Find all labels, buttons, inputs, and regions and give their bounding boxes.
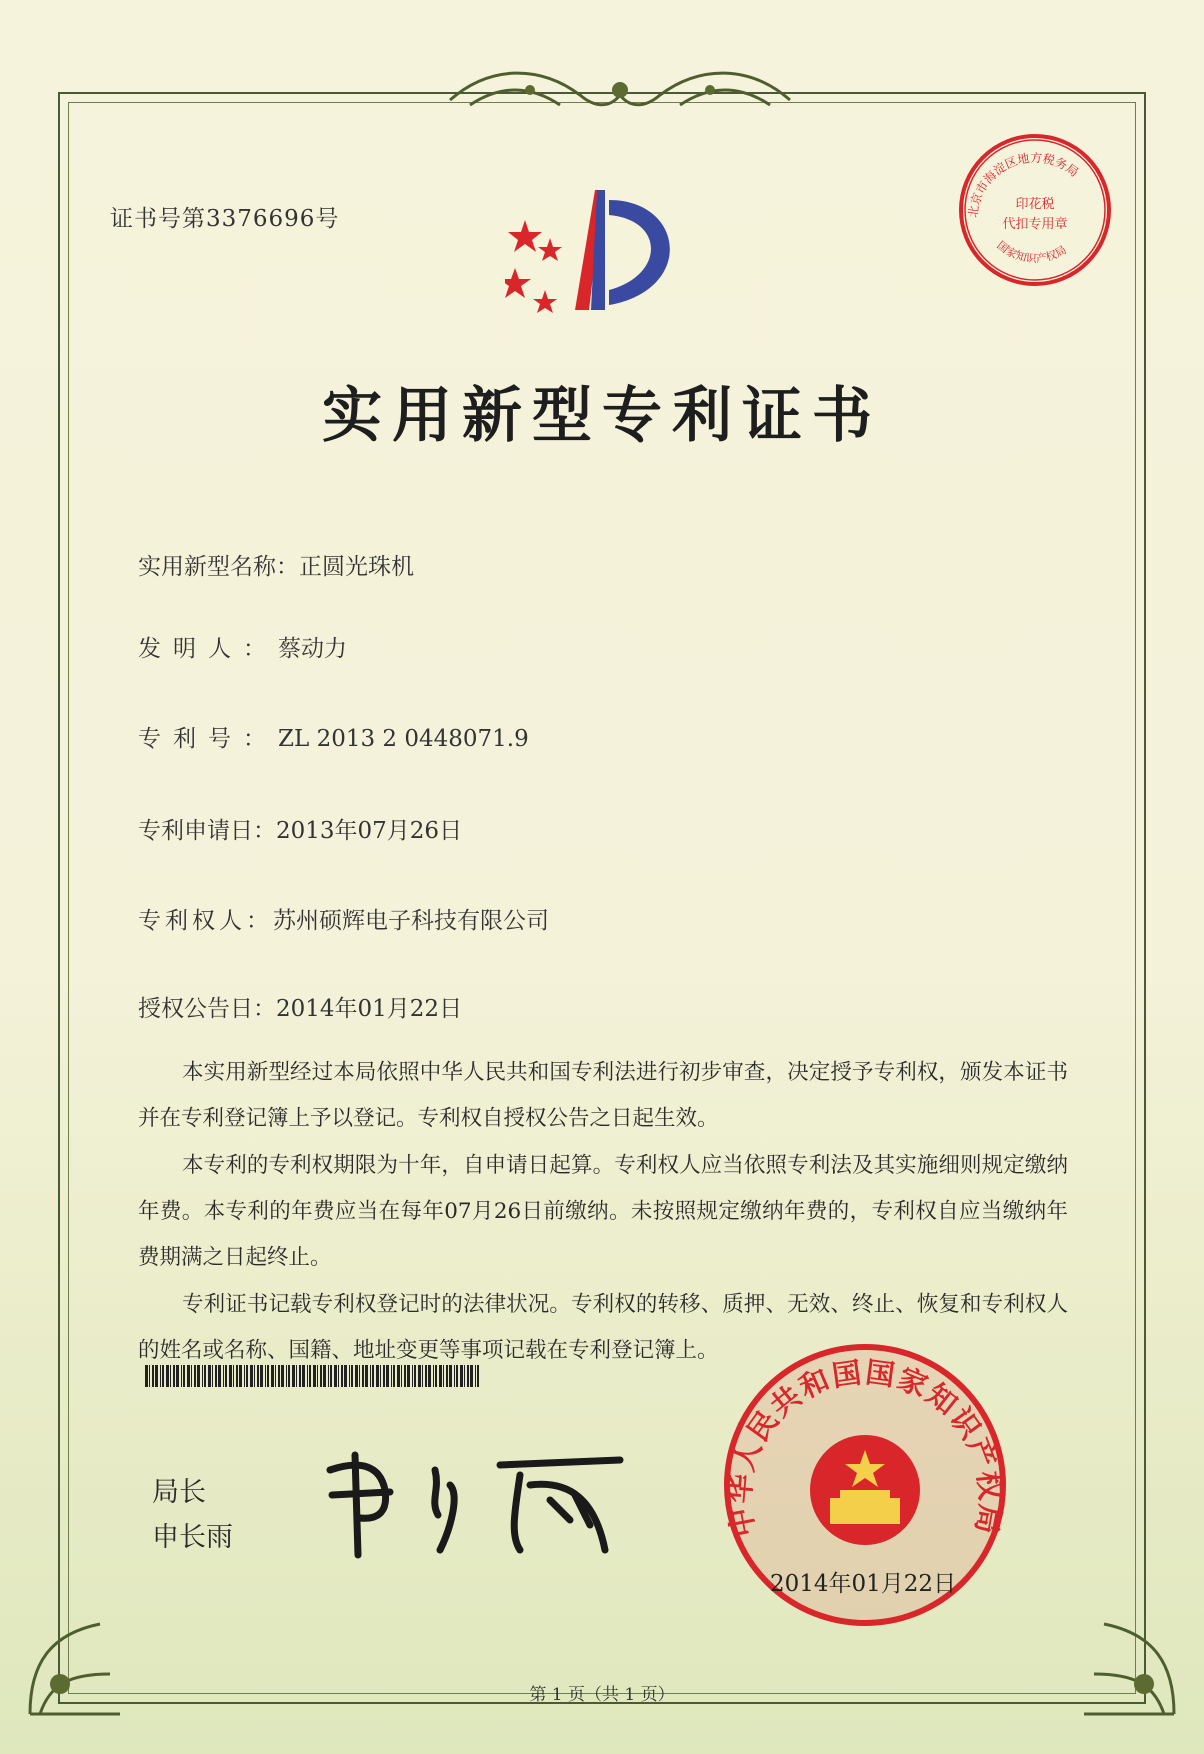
- barcode-bar: [208, 1365, 211, 1387]
- barcode-bar: [433, 1365, 434, 1387]
- barcode-bar: [187, 1365, 190, 1387]
- tax-stamp-center-2: 代扣专用章: [1002, 217, 1068, 232]
- barcode-bar: [225, 1365, 227, 1387]
- body-paragraph-3: 专利证书记载专利权登记时的法律状况。专利权的转移、质押、无效、终止、恢复和专利权人的姓名或名称、国籍、地址变更等事项记载在专利登记簿上。: [138, 1292, 1068, 1363]
- barcode-bar: [470, 1365, 473, 1387]
- barcode-bar: [166, 1365, 169, 1387]
- barcode-bar: [365, 1365, 368, 1387]
- barcode-bar: [428, 1365, 431, 1387]
- barcode-bar: [309, 1365, 311, 1387]
- corner-ornament-right: [1074, 1604, 1184, 1724]
- barcode-bar: [170, 1365, 171, 1387]
- barcode-bar: [296, 1365, 297, 1387]
- barcode-bar: [372, 1365, 374, 1387]
- barcode-bar: [456, 1365, 458, 1387]
- barcode-bar: [435, 1365, 437, 1387]
- barcode-bar: [250, 1365, 253, 1387]
- barcode-bar: [443, 1365, 444, 1387]
- barcode-bar: [265, 1365, 266, 1387]
- barcode-bar: [302, 1365, 305, 1387]
- barcode-bar: [181, 1365, 182, 1387]
- barcode-bar: [359, 1365, 360, 1387]
- barcode-bar: [204, 1365, 206, 1387]
- barcode-bar: [362, 1365, 364, 1387]
- barcode-bar: [464, 1365, 465, 1387]
- barcode-bar: [191, 1365, 192, 1387]
- barcode-bar: [229, 1365, 232, 1387]
- barcode-bar: [223, 1365, 224, 1387]
- barcode-bar: [173, 1365, 175, 1387]
- patent-number-value: ZL 2013 2 0448071.9: [278, 726, 529, 752]
- barcode-bar: [183, 1365, 185, 1387]
- barcode-bar: [155, 1365, 158, 1387]
- barcode-bar: [386, 1365, 389, 1387]
- barcode-bar: [404, 1365, 406, 1387]
- grant-date: [138, 990, 462, 1023]
- tax-stamp-center-1: 印花税: [1015, 197, 1055, 212]
- barcode-bar: [380, 1365, 381, 1387]
- body-paragraph-2: 本专利的专利权期限为十年，自申请日起算。专利权人应当依照专利法及其实施细则规定缴纳年费。本专利的年费应当在每年07月26日前缴纳。未按照规定缴纳年费的，专利权自应当缴纳年费期满之日起终止。: [138, 1153, 1068, 1270]
- barcode-bar: [197, 1365, 200, 1387]
- utility-model-name: [138, 548, 414, 581]
- certificate-title: 实用新型专利证书: [322, 381, 882, 451]
- barcode-bar: [233, 1365, 234, 1387]
- barcode-bar: [286, 1365, 287, 1387]
- barcode-bar: [344, 1365, 347, 1387]
- barcode-bar: [393, 1365, 395, 1387]
- barcode-bar: [212, 1365, 213, 1387]
- barcode-bar: [244, 1365, 245, 1387]
- patentee-value: 苏州硕辉电子科技有限公司: [273, 908, 549, 934]
- barcode-bar: [475, 1365, 476, 1387]
- corner-ornament-left: [20, 1604, 130, 1724]
- barcode-bar: [215, 1365, 217, 1387]
- barcode-bar: [341, 1365, 343, 1387]
- barcode-bar: [288, 1365, 290, 1387]
- barcode-bar: [446, 1365, 448, 1387]
- barcode-bar: [330, 1365, 332, 1387]
- certificate-number-suffix: 号: [315, 206, 340, 232]
- page-number: 第 1 页（共 1 页）: [529, 1685, 675, 1705]
- barcode-bar: [246, 1365, 248, 1387]
- barcode-bar: [425, 1365, 427, 1387]
- application-date: [138, 812, 462, 845]
- barcode-bar: [412, 1365, 413, 1387]
- barcode-bar: [260, 1365, 263, 1387]
- barcode-bar: [162, 1365, 164, 1387]
- barcode-bar: [355, 1365, 358, 1387]
- barcode-bar: [349, 1365, 350, 1387]
- application-date-value: 2013年07月26日: [276, 818, 463, 844]
- barcode-bar: [149, 1365, 150, 1387]
- barcode-bar: [271, 1365, 274, 1387]
- certificate-body: [138, 1050, 1068, 1375]
- barcode-bar: [239, 1365, 242, 1387]
- barcode-bar: [407, 1365, 410, 1387]
- director-signature: [320, 1440, 640, 1560]
- seal-date: 2014年01月22日: [770, 1571, 957, 1597]
- barcode-bar: [414, 1365, 416, 1387]
- tax-stamp-top: 北京市海淀区地方税务局: [965, 150, 1082, 219]
- barcode-bar: [338, 1365, 339, 1387]
- barcode-bar: [152, 1365, 154, 1387]
- seal-issuer: 中华人民共和国国家知识产权局: [722, 1355, 1008, 1540]
- barcode-bar: [236, 1365, 238, 1387]
- barcode-bar: [307, 1365, 308, 1387]
- director-name: 申长雨: [152, 1522, 233, 1553]
- barcode-bar: [202, 1365, 203, 1387]
- patent-office-emblem: [505, 180, 705, 340]
- body-paragraph-1: 本实用新型经过本局依照中华人民共和国专利法进行初步审查，决定授予专利权，颁发本证书并在专利登记簿上予以登记。专利权自授权公告之日起生效。: [138, 1060, 1068, 1131]
- barcode-bar: [439, 1365, 442, 1387]
- barcode-bar: [454, 1365, 455, 1387]
- certificate-number-value: 3376696: [206, 206, 316, 232]
- barcode-bar: [145, 1365, 148, 1387]
- svg-text:国家知识产权局: [994, 239, 1068, 266]
- patent-number-label: 专利号：: [138, 726, 278, 752]
- barcode-bar: [422, 1365, 423, 1387]
- barcode-bar: [460, 1365, 463, 1387]
- barcode-bar: [418, 1365, 421, 1387]
- certificate-number: [110, 200, 339, 233]
- barcode-bar: [351, 1365, 353, 1387]
- barcode-bar: [160, 1365, 161, 1387]
- inventor: [138, 630, 347, 663]
- tax-stamp: [955, 130, 1115, 290]
- top-ornament: [430, 60, 810, 130]
- barcode-bar: [370, 1365, 371, 1387]
- barcode-bar: [176, 1365, 179, 1387]
- barcode-bar: [278, 1365, 280, 1387]
- barcode-bar: [257, 1365, 259, 1387]
- barcode-bar: [328, 1365, 329, 1387]
- barcode-bar: [292, 1365, 295, 1387]
- barcode-bar: [267, 1365, 269, 1387]
- barcode-bar: [467, 1365, 469, 1387]
- application-date-label: 专利申请日：: [138, 818, 276, 844]
- barcode-bar: [299, 1365, 301, 1387]
- barcode-bar: [401, 1365, 402, 1387]
- inventor-value: 蔡动力: [278, 636, 347, 662]
- barcode-bar: [218, 1365, 221, 1387]
- barcode-bar: [449, 1365, 452, 1387]
- barcode-bar: [320, 1365, 322, 1387]
- barcode-bar: [254, 1365, 255, 1387]
- barcode-bar: [275, 1365, 276, 1387]
- grant-date-value: 2014年01月22日: [276, 996, 463, 1022]
- barcode-bar: [317, 1365, 318, 1387]
- barcode-bar: [391, 1365, 392, 1387]
- barcode-bar: [383, 1365, 385, 1387]
- certificate-number-label: 证书号第: [110, 206, 206, 232]
- inventor-label: 发明人：: [138, 636, 278, 662]
- patent-number: [138, 720, 529, 753]
- patentee: [138, 902, 549, 935]
- barcode-bar: [334, 1365, 337, 1387]
- barcode-bar: [281, 1365, 284, 1387]
- tax-stamp-bottom: 国家知识产权局: [994, 238, 1069, 266]
- director-title: 局长: [152, 1477, 206, 1508]
- barcode-bar: [194, 1365, 196, 1387]
- barcode-bar: [323, 1365, 326, 1387]
- barcode-bar: [313, 1365, 316, 1387]
- barcode-bar: [397, 1365, 400, 1387]
- utility-model-name-value: 正圆光珠机: [299, 554, 414, 580]
- utility-model-name-label: 实用新型名称：: [138, 554, 299, 580]
- grant-date-label: 授权公告日：: [138, 996, 276, 1022]
- barcode: [145, 1365, 485, 1387]
- barcode-bar: [376, 1365, 379, 1387]
- barcode-bar: [477, 1365, 479, 1387]
- patentee-label: 专利权人：: [138, 908, 273, 934]
